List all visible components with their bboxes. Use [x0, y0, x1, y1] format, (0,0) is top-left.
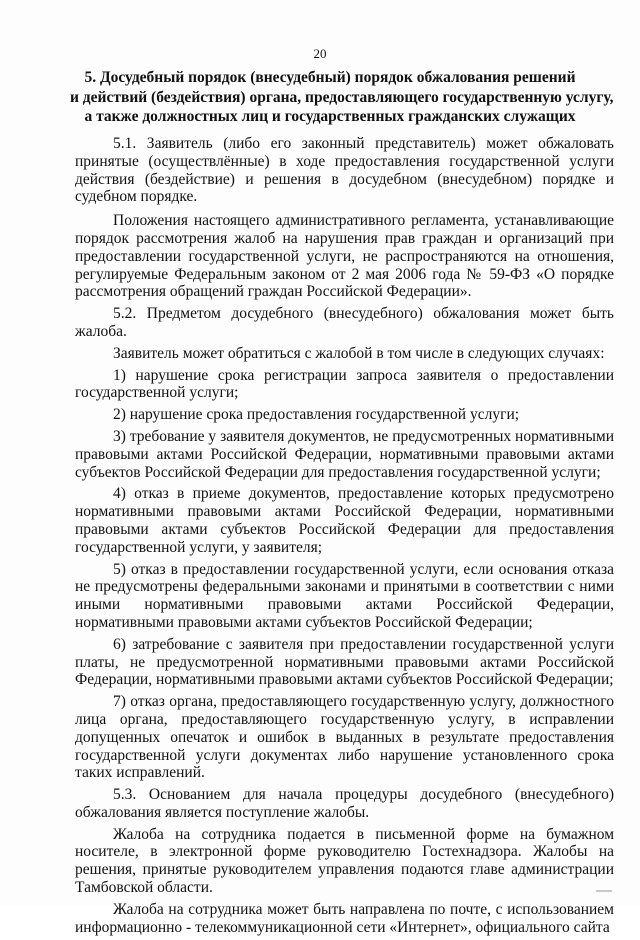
paragraph-5-3: 5.3. Основанием для начала процедуры досудебного (внесудебного) обжалования является поступление жалобы.: [75, 786, 614, 821]
list-item: 6) затребование с заявителя при предоставлении государственной услуги платы, не предусмотренной нормативными правовыми актами Российской Федерации, нормативными правовыми актами субъектов Российской Федерации;: [75, 635, 614, 689]
paragraph: Заявитель может обратиться с жалобой в том числе в следующих случаях:: [113, 344, 605, 362]
section-title-line: 5. Досудебный порядок (внесудебный) порядок обжалования решений: [84, 69, 576, 86]
paragraph-5-1: 5.1. Заявитель (либо его законный представитель) может обжаловать принятые (осуществлённые) в ходе предоставления государственной услуги действия (бездействие) и решения в досудебном (внесудебном) порядке и судебном порядке.: [75, 135, 614, 206]
section-title-line: и действий (бездействия) органа, предоставляющего государственную услугу,: [70, 88, 614, 106]
list-item: 1) нарушение срока регистрации запроса заявителя о предоставлении государственной услуги;: [75, 366, 614, 402]
scan-mark: [596, 890, 612, 892]
paragraph: Жалоба на сотрудника может быть направлена по почте, с использованием информационно - телекоммуникационной сети «Интернет», официального сайта: [75, 900, 614, 936]
list-item: 5) отказ в предоставлении государственной услуги, если основания отказа не предусмотрены федеральными законами и принятыми в соответствии с ними иными нормативными правовыми актами Российской Федерации, нормативными правовыми актами субъектов Российской Федерации;: [75, 560, 614, 631]
list-item: 4) отказ в приеме документов, предоставление которых предусмотрено нормативными правовыми актами Российской Федерации, нормативными правовыми актами субъектов Российской Федерации для предоставления государственной услуги, у заявителя;: [75, 485, 614, 556]
list-item: 7) отказ органа, предоставляющего государственную услугу, должностного лица органа, предоставляющего государственную услугу, в исправлении допущенных опечаток и ошибок в выданных в результате предоставления государственной услуги документах либо нарушение установленного срока таких исправлений.: [75, 693, 614, 782]
paragraph-5-2: 5.2. Предметом досудебного (внесудебного) обжалования может быть жалоба.: [75, 305, 614, 340]
paragraph: Жалоба на сотрудника подается в письменной форме на бумажном носителе, в электронной форме руководителю Гостехнадзора. Жалобы на решения, принятые руководителем управления подаются главе администрации Тамбовской области.: [75, 825, 614, 897]
document-body: [75, 135, 614, 940]
paragraph: Положения настоящего административного регламента, устанавливающие порядок рассмотрения жалоб на нарушения прав граждан и организаций при предоставлении государственной услуги, не распространяются на отношения, регулируемые Федеральным законом от 2 мая 2006 года № 59-ФЗ «О порядке рассмотрения обращений граждан Российской Федерации».: [75, 212, 614, 301]
section-title: [70, 68, 614, 127]
page-number: 20: [313, 46, 327, 61]
section-title-line: а также должностных лиц и государственных гражданских служащих: [84, 108, 576, 125]
list-item: 2) нарушение срока предоставления государственной услуги;: [113, 406, 520, 424]
list-item: 3) требование у заявителя документов, не предусмотренных нормативными правовыми актами Российской Федерации, нормативными правовыми актами субъектов Российской Федерации для предоставления государственной услуги;: [75, 427, 614, 481]
